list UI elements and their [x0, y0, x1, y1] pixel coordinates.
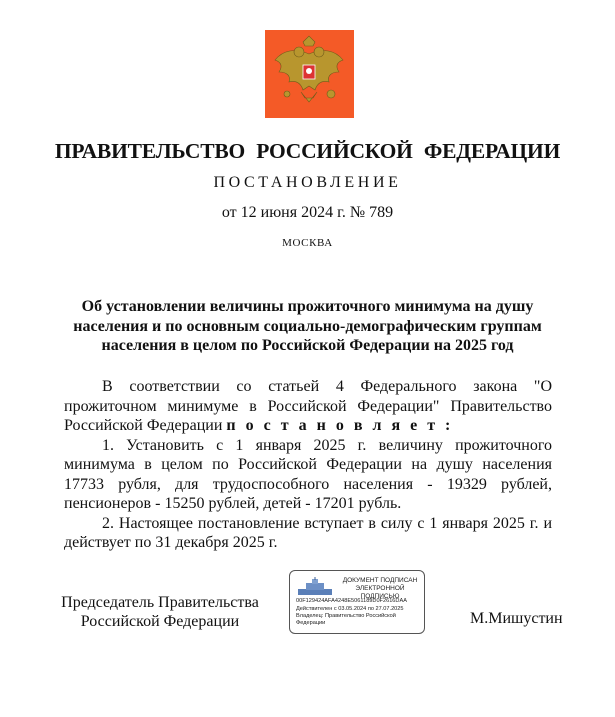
document-city: МОСКВА: [282, 237, 333, 249]
stamp-owner: Владелец: Правительство Российской: [296, 613, 396, 619]
stamp-owner: Федерации: [296, 620, 326, 626]
position-line: Российской Федерации: [80, 613, 240, 630]
document-title: [0, 297, 615, 356]
stamp-header-line: ЭЛЕКТРОННОЙ ПОДПИСЬЮ: [355, 585, 405, 600]
preamble-paragraph: [64, 377, 552, 436]
stamp-header-line: ДОКУМЕНТ ПОДПИСАН: [342, 577, 418, 584]
title-line: населения и по основным социально-демографическим группам: [73, 317, 542, 335]
government-name: ПРАВИТЕЛЬСТВО РОССИЙСКОЙ ФЕДЕРАЦИИ: [54, 139, 561, 163]
stamp-validity: Действителен с 03.05.2024 по 27.07.2025: [296, 606, 404, 612]
decrees-word: п о с т а н о в л я е т :: [226, 417, 454, 434]
document-type: ПОСТАНОВЛЕНИЕ: [213, 174, 402, 191]
stamp-certificate: 00F129424AFA4248E5061189D0F2616DAA: [296, 598, 407, 604]
document-body: [64, 377, 552, 553]
preamble-text: В соответствии со статьей 4 Федерального закона "О прожиточном минимуме в Российской Федерации" Правительство Российской Федерации: [64, 378, 552, 434]
electronic-signature-stamp: [289, 570, 425, 634]
title-line: Об установлении величины прожиточного минимума на душу: [81, 298, 534, 315]
document-date-number: от 12 июня 2024 г. № 789: [221, 204, 394, 221]
position-line: Председатель Правительства: [61, 594, 259, 611]
signer-name: М.Мишустин: [470, 610, 563, 627]
item-1-paragraph: 1. Установить с 1 января 2025 г. величину прожиточного минимума в целом по Российской Федерации на душу населения 17733 рубля, для трудоспособного населения - 19329 рублей, пенсионеров - 15250 рублей, детей - 17201 рубль.: [64, 436, 552, 512]
coat-of-arms-emblem: [265, 30, 354, 118]
title-line: населения в целом по Российской Федерации на 2025 год: [101, 337, 514, 354]
government-building-icon: [298, 577, 332, 595]
signer-position: [55, 593, 265, 631]
double-headed-eagle-icon: [265, 30, 354, 118]
item-2-paragraph: 2. Настоящее постановление вступает в силу с 1 января 2025 г. и действует по 31 декабря 2025 г.: [64, 514, 552, 551]
